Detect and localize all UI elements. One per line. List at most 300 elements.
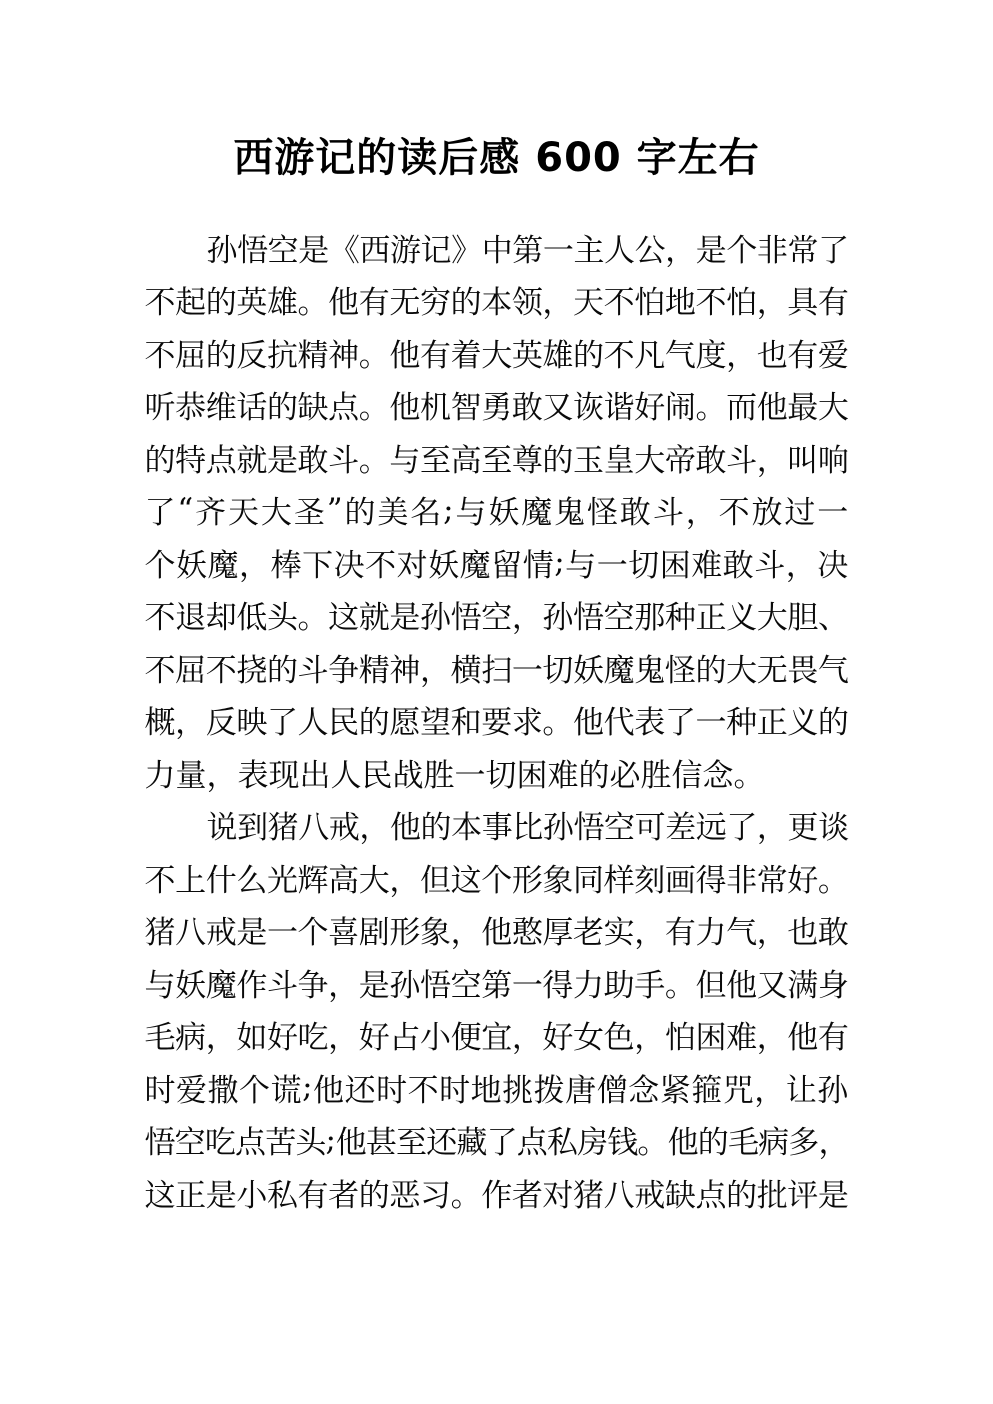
char: 圣: [293, 495, 325, 532]
char: 斗: [754, 547, 786, 584]
char: 最: [787, 390, 819, 427]
char: 还: [344, 1072, 376, 1109]
char: 是: [205, 1177, 237, 1214]
char: 好: [358, 1020, 390, 1057]
char: 同: [573, 862, 605, 899]
char: 有: [664, 915, 696, 952]
char: 比: [512, 810, 544, 847]
char: 好: [787, 862, 819, 899]
char: 民: [361, 757, 393, 794]
char: 力: [695, 915, 727, 952]
char: 胜: [640, 757, 672, 794]
char: 悟: [237, 232, 269, 269]
char: 了: [726, 810, 758, 847]
char: 身: [817, 967, 849, 1004]
char: 就: [358, 600, 390, 637]
document-title: 西游记的读后感 600 字左右: [233, 135, 760, 181]
char: ;: [325, 1121, 336, 1158]
char: 勇: [481, 390, 513, 427]
char: 象: [419, 915, 451, 952]
char: 猪: [267, 810, 299, 847]
char: 也: [787, 915, 819, 952]
char: 占: [389, 1020, 421, 1057]
char: 缺: [297, 390, 329, 427]
char: 戒: [634, 1177, 666, 1214]
char: 悟: [573, 810, 605, 847]
char: 的: [542, 442, 574, 479]
char: 得: [695, 862, 727, 899]
char: 不: [144, 337, 176, 374]
char: 猪: [573, 1177, 605, 1214]
text-line: [145, 1061, 849, 1114]
char: 点: [516, 1125, 548, 1162]
char: ，: [206, 757, 238, 794]
char: 量: [175, 757, 207, 794]
char: 好: [542, 1020, 574, 1057]
char: 老: [573, 915, 605, 952]
char: 望: [419, 705, 451, 742]
char: 决: [333, 547, 365, 584]
char: 恭: [175, 390, 207, 427]
char: 手: [634, 967, 666, 1004]
char: 种: [664, 600, 696, 637]
char: 的: [573, 337, 605, 374]
char: 挠: [236, 652, 268, 689]
char: ，: [634, 915, 666, 952]
char: 天: [228, 495, 260, 532]
char: 魔: [521, 495, 553, 532]
char: 齐: [195, 495, 227, 532]
char: 样: [603, 862, 635, 899]
char: 大: [726, 652, 758, 689]
char: 气: [817, 652, 849, 689]
text-line: [145, 536, 849, 589]
char: 大: [756, 600, 788, 637]
char: 好: [266, 1020, 298, 1057]
char: 大: [481, 337, 513, 374]
char: 。: [450, 1177, 482, 1214]
char: 正: [175, 1177, 207, 1214]
char: 常: [787, 232, 819, 269]
char: ，: [542, 285, 574, 322]
char: 妖: [176, 547, 208, 584]
char: 叫: [787, 442, 819, 479]
char: 魔: [205, 967, 237, 1004]
char: ，: [754, 1072, 786, 1109]
char: 的: [266, 652, 298, 689]
char: 要: [481, 705, 513, 742]
char: 宜: [481, 1020, 513, 1057]
char: 地: [470, 1072, 502, 1109]
char: 缺: [664, 1177, 696, 1214]
char: 撒: [207, 1072, 239, 1109]
char: 但: [695, 967, 727, 1004]
char: 大: [634, 442, 666, 479]
char: 孙: [542, 600, 574, 637]
char: 畏: [787, 652, 819, 689]
char: 人: [330, 757, 362, 794]
text-line: [145, 274, 849, 327]
char: 退: [175, 600, 207, 637]
char: 他: [389, 337, 421, 374]
char: 剧: [358, 915, 390, 952]
char: 头: [266, 600, 298, 637]
char: ;: [554, 544, 565, 581]
char: 悟: [419, 967, 451, 1004]
char: 难: [691, 547, 723, 584]
char: 点: [695, 1177, 727, 1214]
char: 空: [603, 600, 635, 637]
char: 非: [756, 232, 788, 269]
char: 孙: [206, 232, 238, 269]
char: 病: [758, 1125, 790, 1162]
char: 厚: [542, 915, 574, 952]
char: 差: [665, 810, 697, 847]
text-line: [145, 1114, 849, 1167]
char: 上: [175, 862, 207, 899]
char: 、: [817, 600, 849, 637]
char: 妖: [488, 495, 520, 532]
char: ，: [419, 652, 451, 689]
char: 戒: [205, 915, 237, 952]
char: 让: [785, 1072, 817, 1109]
char: 魔: [207, 547, 239, 584]
char: 帝: [664, 442, 696, 479]
char: 色: [603, 1020, 635, 1057]
char: 怕: [664, 1020, 696, 1057]
char: 力: [573, 967, 605, 1004]
char: 扫: [481, 652, 513, 689]
char: 难: [547, 757, 579, 794]
char: 时: [144, 1072, 176, 1109]
char: 主: [573, 232, 605, 269]
char: 悟: [450, 600, 482, 637]
paragraph-zhu-bajie: [145, 799, 849, 1219]
char: 的: [578, 757, 610, 794]
char: 。: [817, 862, 849, 899]
char: 英: [236, 285, 268, 322]
char: 形: [511, 862, 543, 899]
char: 情: [522, 547, 554, 584]
char: 。: [637, 1125, 669, 1162]
char: 映: [236, 705, 268, 742]
char: 怕: [634, 285, 666, 322]
char: 敢: [695, 442, 727, 479]
char: 有: [787, 337, 819, 374]
text-line: [145, 799, 849, 852]
char: 神: [328, 337, 360, 374]
char: 起: [175, 285, 207, 322]
text-line: [145, 694, 849, 747]
char: 低: [236, 600, 268, 637]
char: 他: [481, 915, 513, 952]
char: 雄: [266, 285, 298, 322]
char: 天: [573, 285, 605, 322]
char: 不: [718, 495, 750, 532]
char: 难: [726, 1020, 758, 1057]
char: 好: [634, 390, 666, 427]
char: 的: [697, 1125, 729, 1162]
char: 念: [702, 757, 734, 794]
char: 个: [144, 547, 176, 584]
char: 常: [756, 862, 788, 899]
char: 悟: [144, 1125, 176, 1162]
char: 了: [266, 705, 298, 742]
char: 说: [206, 810, 238, 847]
char: 无: [756, 652, 788, 689]
char: 对: [542, 1177, 574, 1214]
char: 魔: [459, 547, 491, 584]
char: 留: [491, 547, 523, 584]
char: 度: [695, 337, 727, 374]
char: 一: [511, 967, 543, 1004]
char: 义: [787, 705, 819, 742]
char: 私: [546, 1125, 578, 1162]
char: 。: [664, 967, 696, 1004]
char: 特: [175, 442, 207, 479]
char: 。: [297, 285, 329, 322]
char: 的: [266, 390, 298, 427]
char: 与: [455, 495, 487, 532]
char: 人: [604, 232, 636, 269]
char: 私: [266, 1177, 298, 1214]
char: 着: [450, 337, 482, 374]
char: 一: [542, 232, 574, 269]
char: 必: [609, 757, 641, 794]
char: 孙: [389, 967, 421, 1004]
char: 敢: [511, 390, 543, 427]
char: 凡: [634, 337, 666, 374]
char: 的: [817, 705, 849, 742]
char: 第: [512, 232, 544, 269]
char: ，: [726, 337, 758, 374]
char: 得: [542, 967, 574, 1004]
char: 精: [358, 652, 390, 689]
char: 更: [787, 810, 819, 847]
char: 八: [175, 915, 207, 952]
char: 一: [695, 705, 727, 742]
char: 爱: [817, 337, 849, 374]
char: 谐: [603, 390, 635, 427]
char: 不: [144, 285, 176, 322]
char: 他: [667, 1125, 699, 1162]
char: 念: [628, 1072, 660, 1109]
char: 辉: [297, 862, 329, 899]
char: 了: [144, 495, 176, 532]
char: 地: [664, 285, 696, 322]
char: 不: [144, 862, 176, 899]
char: 至: [481, 442, 513, 479]
char: 挑: [502, 1072, 534, 1109]
char: 点: [235, 1125, 267, 1162]
char: 怪: [664, 652, 696, 689]
char: ，: [511, 600, 543, 637]
char: 领: [511, 285, 543, 322]
char: 人: [297, 705, 329, 742]
char: 就: [236, 442, 268, 479]
char: 时: [439, 1072, 471, 1109]
text-line: [145, 431, 849, 484]
char: 八: [298, 810, 330, 847]
char: 雄: [542, 337, 574, 374]
char: 画: [664, 862, 696, 899]
char: 不: [407, 1072, 439, 1109]
char: 但: [419, 862, 451, 899]
text-line: [145, 221, 849, 274]
char: 他: [756, 390, 788, 427]
char: 喜: [328, 915, 360, 952]
char: 精: [297, 337, 329, 374]
char: 胆: [787, 600, 819, 637]
char: 他: [787, 1020, 819, 1057]
char: 实: [603, 915, 635, 952]
char: 一: [596, 547, 628, 584]
char: 敢: [722, 547, 754, 584]
char: 的: [358, 1177, 390, 1214]
char: 困: [516, 757, 548, 794]
char: 孙: [419, 600, 451, 637]
char: 争: [297, 967, 329, 1004]
char: 西: [359, 232, 391, 269]
char: 小: [236, 1177, 268, 1214]
char: 点: [205, 442, 237, 479]
char: 箍: [691, 1072, 723, 1109]
char: 又: [542, 390, 574, 427]
char: 维: [205, 390, 237, 427]
char: ，: [511, 1020, 543, 1057]
char: 他: [573, 705, 605, 742]
char: 爱: [176, 1072, 208, 1109]
char: 与: [565, 547, 597, 584]
char: ，: [634, 1020, 666, 1057]
char: ，: [328, 967, 360, 1004]
char: 怪: [587, 495, 619, 532]
char: 评: [787, 1177, 819, 1214]
char: ，: [756, 810, 788, 847]
char: ，: [665, 232, 697, 269]
char: 空: [450, 967, 482, 1004]
char: 抗: [266, 337, 298, 374]
char: 争: [328, 652, 360, 689]
char: 第: [481, 967, 513, 1004]
char: ”: [326, 491, 343, 528]
char: 了: [818, 232, 850, 269]
char: 与: [144, 967, 176, 1004]
char: 拨: [533, 1072, 565, 1109]
char: 象: [542, 862, 574, 899]
char: 毛: [144, 1020, 176, 1057]
text-line: [145, 641, 849, 694]
char: ，: [685, 495, 717, 532]
char: 民: [328, 705, 360, 742]
char: 屈: [175, 652, 207, 689]
char: 不: [365, 547, 397, 584]
char: 咒: [722, 1072, 754, 1109]
char: 下: [302, 547, 334, 584]
char: 正: [695, 600, 727, 637]
char: 有: [419, 337, 451, 374]
char: 反: [205, 705, 237, 742]
char: 不: [144, 652, 176, 689]
char: 恶: [389, 1177, 421, 1214]
char: 孙: [817, 1072, 849, 1109]
char: 困: [695, 1020, 727, 1057]
char: 鬼: [554, 495, 586, 532]
char: 敢: [817, 915, 849, 952]
char: 过: [784, 495, 816, 532]
char: 。: [542, 705, 574, 742]
char: 的: [726, 1177, 758, 1214]
char: 吃: [204, 1125, 236, 1162]
char: 一: [511, 652, 543, 689]
char: “: [177, 491, 194, 528]
char: 英: [511, 337, 543, 374]
char: 至: [396, 1125, 428, 1162]
char: 个: [239, 1072, 271, 1109]
char: 吃: [297, 1020, 329, 1057]
paragraph-sun-wukong: [145, 221, 849, 799]
char: 。: [358, 337, 390, 374]
char: 反: [236, 337, 268, 374]
char: ，: [785, 547, 817, 584]
char: ，: [818, 1125, 850, 1162]
char: 谎: [270, 1072, 302, 1109]
char: 不: [603, 337, 635, 374]
char: 那: [634, 600, 666, 637]
char: 了: [664, 705, 696, 742]
char: 作: [481, 1177, 513, 1214]
char: 时: [376, 1072, 408, 1109]
char: 而: [726, 390, 758, 427]
char: 他: [389, 810, 421, 847]
text-line: [145, 1009, 849, 1062]
char: 困: [659, 547, 691, 584]
char: 病: [175, 1020, 207, 1057]
char: 机: [419, 390, 451, 427]
char: 也: [756, 337, 788, 374]
char: 这: [450, 862, 482, 899]
char: 孙: [542, 810, 574, 847]
char: 有: [817, 285, 849, 322]
char: 尊: [511, 442, 543, 479]
char: 房: [577, 1125, 609, 1162]
char: 者: [511, 1177, 543, 1214]
char: 求: [511, 705, 543, 742]
char: 这: [328, 600, 360, 637]
char: 玉: [573, 442, 605, 479]
char: 不: [695, 285, 727, 322]
char: 不: [205, 652, 237, 689]
char: 紧: [659, 1072, 691, 1109]
char: 是: [389, 600, 421, 637]
char: 有: [297, 1177, 329, 1214]
char: 敢: [619, 495, 651, 532]
char: 这: [144, 1177, 176, 1214]
char: 。: [297, 600, 329, 637]
char: 什: [205, 862, 237, 899]
char: 妖: [573, 652, 605, 689]
text-line: [145, 851, 849, 904]
char: 刻: [634, 862, 666, 899]
char: 是: [236, 915, 268, 952]
char: 表: [634, 705, 666, 742]
char: ，: [756, 1020, 788, 1057]
char: 闹: [664, 390, 696, 427]
char: 话: [236, 390, 268, 427]
char: 斗: [297, 652, 329, 689]
char: 是: [817, 1177, 849, 1214]
char: 憨: [511, 915, 543, 952]
